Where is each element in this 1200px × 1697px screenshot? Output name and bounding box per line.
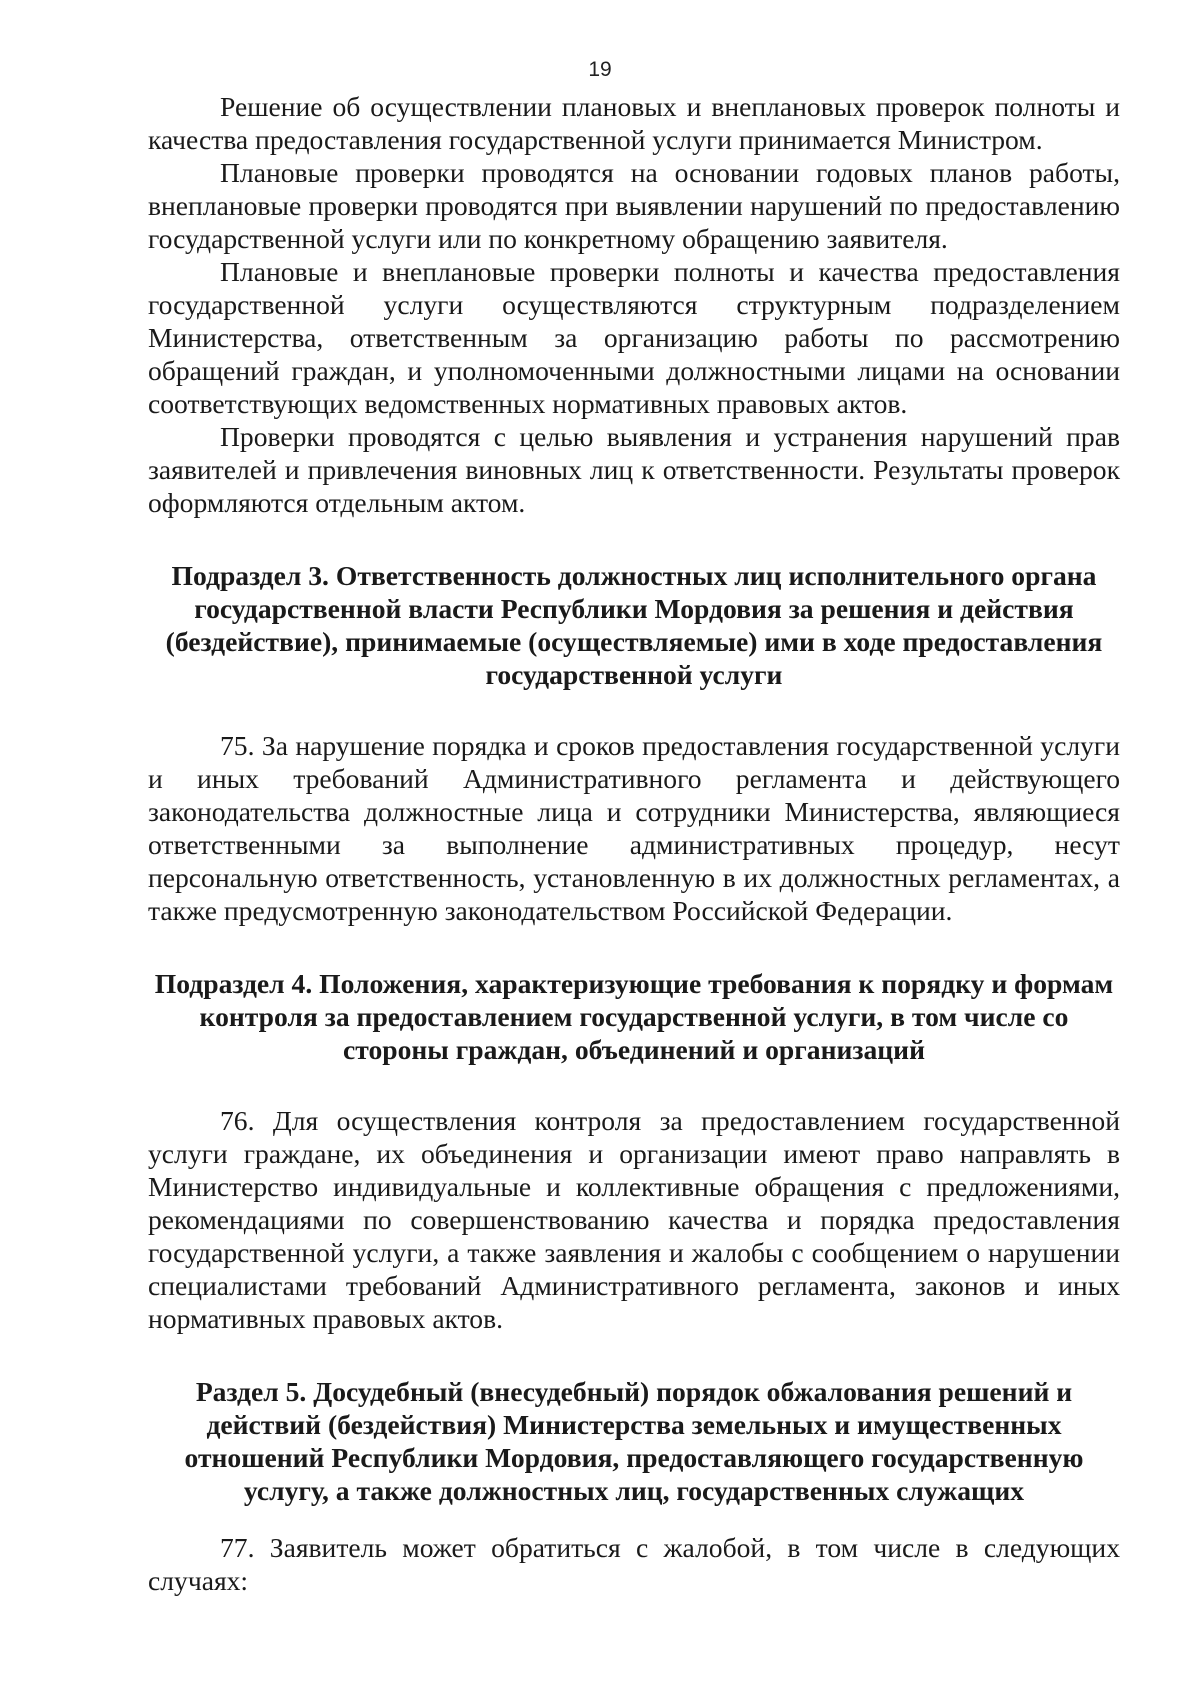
paragraph-75: 75. За нарушение порядка и сроков предоставления государственной услуги и иных требований Административного регламента и действующего законодательства должностные лица и сотрудники Министерства, являющиеся ответственными за выполнение административных процедур, несут персональную ответственность, установленную в их должностных регламентах, а также предусмотренную законодательством Российской Федерации. bbox=[148, 730, 1120, 926]
paragraph-inspection-decision: Решение об осуществлении плановых и внеплановых проверок полноты и качества предоставления государственной услуги принимается Министром. bbox=[148, 91, 1120, 155]
subsection-4-heading: Подраздел 4. Положения, характеризующие требования к порядку и формам контроля за предоставлением государственной услуги, в том числе со стороны граждан, объединений и организаций bbox=[154, 968, 1114, 1065]
paragraph-planned-inspections: Плановые проверки проводятся на основании годовых планов работы, внеплановые проверки проводятся при выявлении нарушений по предоставлению государственной услуги или по конкретному обращению заявителя. bbox=[148, 157, 1120, 254]
spacer bbox=[148, 1066, 1120, 1104]
subsection-3-heading: Подраздел 3. Ответственность должностных лиц исполнительного органа государственной власти Республики Мордовия за решения и действия (бездействие), принимаемые (осуществляемые) ими в ходе предоставления государственной услуги bbox=[165, 560, 1103, 690]
document-body bbox=[148, 90, 1120, 1597]
spacer bbox=[148, 927, 1120, 967]
paragraph-inspection-purpose: Проверки проводятся с целью выявления и устранения нарушений прав заявителей и привлечения виновных лиц к ответственности. Результаты проверок оформляются отдельным актом. bbox=[148, 421, 1120, 518]
paragraph-inspection-executors: Плановые и внеплановые проверки полноты и качества предоставления государственной услуги осуществляются структурным подразделением Министерства, ответственным за организацию работы по рассмотрению обращений граждан, и уполномоченными должностными лицами на основании соответствующих ведомственных нормативных правовых актов. bbox=[148, 256, 1120, 419]
spacer bbox=[148, 1507, 1120, 1531]
paragraph-77: 77. Заявитель может обратиться с жалобой, в том числе в следующих случаях: bbox=[148, 1532, 1120, 1596]
section-5-heading: Раздел 5. Досудебный (внесудебный) порядок обжалования решений и действий (бездействия) Министерства земельных и имущественных отношений Республики Мордовия, предоставляющего государственную услугу, а также должностных лиц, государственных служащих bbox=[184, 1376, 1084, 1506]
paragraph-76: 76. Для осуществления контроля за предоставлением государственной услуги граждане, их объединения и организации имеют право направлять в Министерство индивидуальные и коллективные обращения с предложениями, рекомендациями по совершенствованию качества и порядка предоставления государственной услуги, а также заявления и жалобы с сообщением о нарушении специалистами требований Административного регламента, законов и иных нормативных правовых актов. bbox=[148, 1105, 1120, 1334]
spacer bbox=[148, 519, 1120, 559]
spacer bbox=[148, 691, 1120, 729]
page-number: 19 bbox=[588, 58, 612, 81]
spacer bbox=[148, 1335, 1120, 1375]
